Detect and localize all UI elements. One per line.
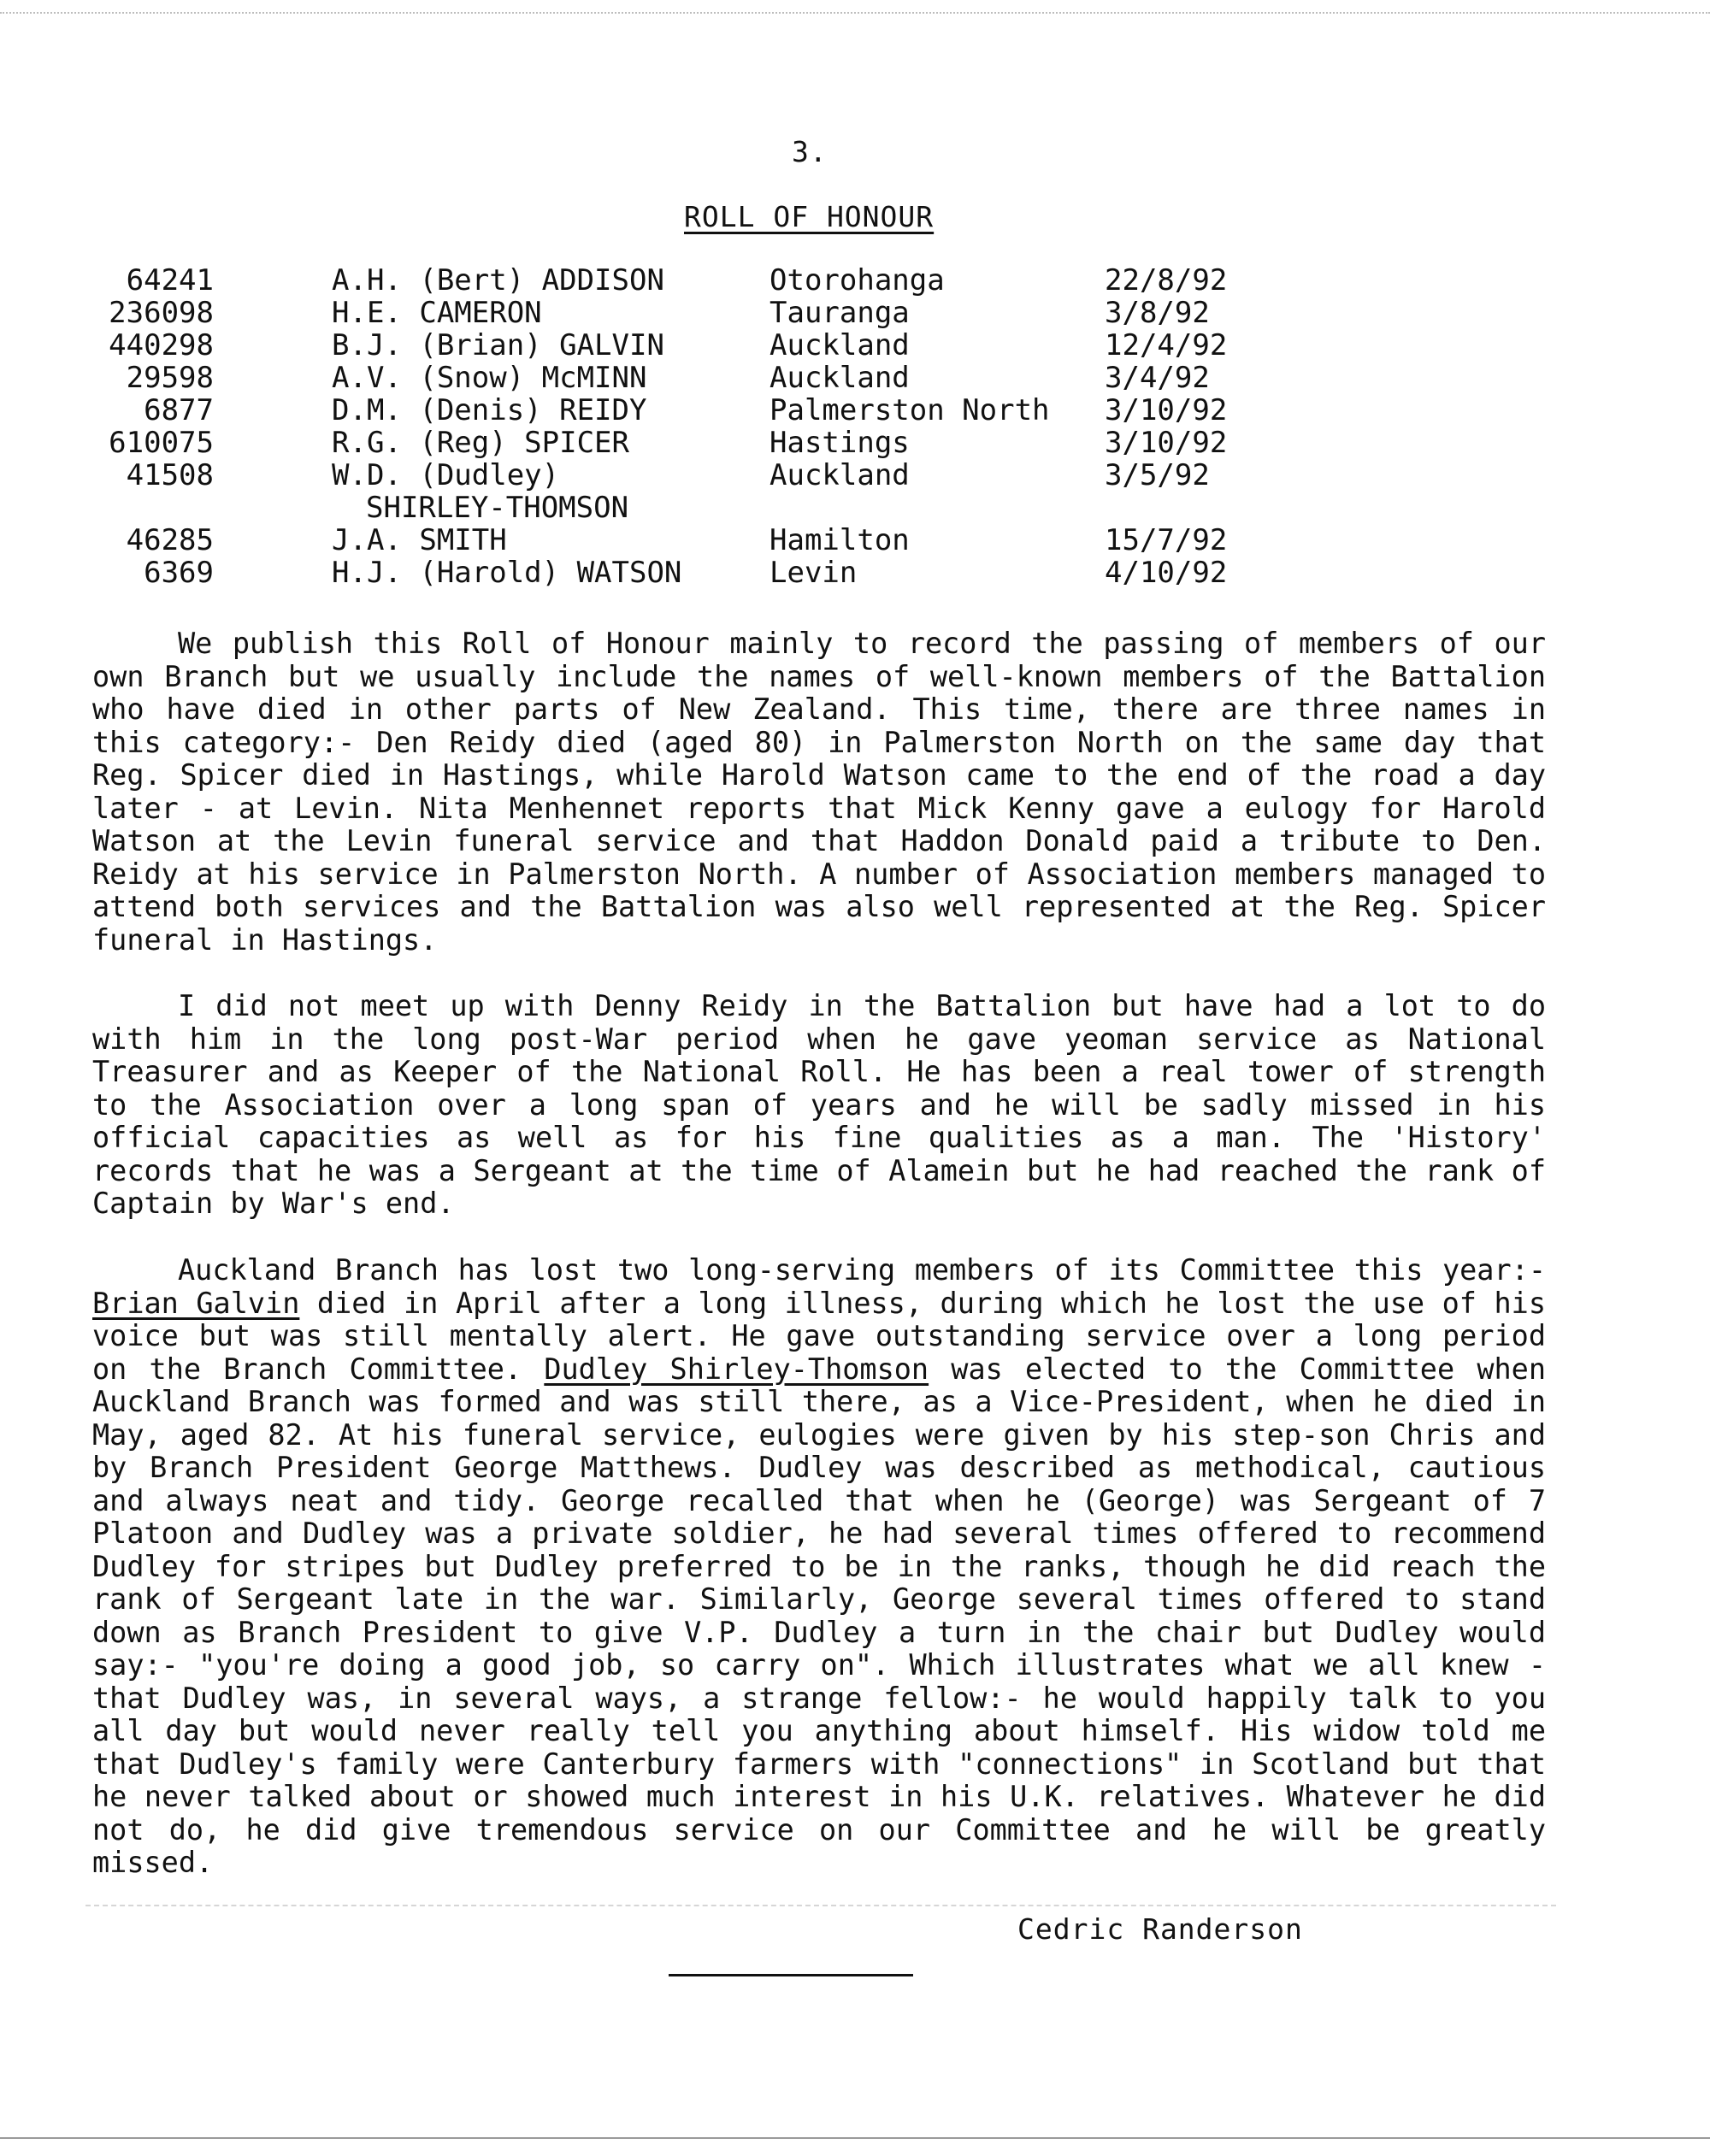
member-place: Otorohanga <box>770 263 945 297</box>
paragraph-text: We publish this Roll of Honour mainly to record the passing of members of our own Branch but we usually include the names of well-known members of the Battalion who have died in other parts of New Zealand. This time, there are three names in this category:- Den Reidy died (aged 80) in Palmerston North on the same day that Reg. Spicer died in Hastings, while Harold Watson came to the end of the road a day later - at Levin. Nita Menhennet reports that Mick Kenny gave a eulogy for Harold Watson at the Levin funeral service and that Haddon Donald paid a tribute to Den. Reidy at his service in Palmerston North. A number of Association members managed to attend both services and the Battalion was also well represented at the Reg. Spicer funeral in Hastings. <box>92 627 1546 957</box>
member-name: J.A. SMITH <box>332 523 507 557</box>
member-name: H.E. CAMERON <box>332 296 542 330</box>
service-number: 236098 <box>109 296 214 330</box>
member-name: W.D. (Dudley) <box>332 458 560 492</box>
service-number: 41508 <box>126 458 214 492</box>
page-title: ROLL OF HONOUR <box>684 200 935 233</box>
roll-row <box>0 523 1710 556</box>
member-place: Palmerston North <box>770 393 1050 427</box>
service-number: 6877 <box>144 393 214 427</box>
member-place: Tauranga <box>770 296 910 330</box>
roll-row <box>0 393 1710 426</box>
service-number: 610075 <box>109 426 214 460</box>
roll-row <box>0 556 1710 588</box>
member-place: Hamilton <box>770 523 910 557</box>
member-name: R.G. (Reg) SPICER <box>332 426 629 460</box>
page-number: 3. <box>792 135 828 168</box>
roll-row <box>0 458 1710 523</box>
member-place: Hastings <box>770 426 910 460</box>
service-number: 29598 <box>126 361 214 395</box>
death-date: 12/4/92 <box>1105 328 1228 362</box>
paragraph-roll-note <box>92 627 1546 957</box>
death-date: 3/5/92 <box>1105 458 1210 492</box>
member-name: A.H. (Bert) ADDISON <box>332 263 664 297</box>
roll-row <box>0 361 1710 393</box>
member-name: B.J. (Brian) GALVIN <box>332 328 664 362</box>
paragraph-auckland-branch <box>92 1254 1546 1880</box>
death-date: 22/8/92 <box>1105 263 1228 297</box>
death-date: 15/7/92 <box>1105 523 1228 557</box>
death-date: 3/8/92 <box>1105 296 1210 330</box>
member-place: Auckland <box>770 328 910 362</box>
paragraph-text: died in April after a long illness, during which he lost the use of his voice but was still mentally alert. He gave outstanding service over a long period on the Branch Committee. <box>92 1286 1546 1386</box>
paragraph-text: I did not meet up with Denny Reidy in the Battalion but have had a lot to do with him in the long post-War period when he gave yeoman service as National Treasurer and as Keeper of the National Roll. He has been a real tower of strength to the Association over a long span of years and he will be sadly missed in his official capacities as well as for his fine qualities as a man. The 'History' records that he was a Sergeant at the time of Alamein but he had reached the rank of Captain by War's end. <box>92 989 1546 1220</box>
roll-row <box>0 296 1710 328</box>
scan-edge-top <box>0 12 1710 14</box>
roll-of-honour-table <box>0 263 1710 588</box>
service-number: 440298 <box>109 328 214 362</box>
member-name: D.M. (Denis) REIDY <box>332 393 647 427</box>
paragraph-text: was elected to the Committee when Auckland Branch was formed and was still there, as a Vice-President, when he died in May, aged 82. At his funeral service, eulogies were given by his step-son Chris and by Branch President George Matthews. Dudley was described as methodical, cautious and always neat and tidy. George recalled that when he (George) was Sergeant of 7 Platoon and Dudley was a private soldier, he had several times offered to recommend Dudley for stripes but Dudley preferred to be in the ranks, though he did reach the rank of Sergeant late in the war. Similarly, George several times offered to stand down as Branch President to give V.P. Dudley a turn in the chair but Dudley would say:- "you're doing a good job, so carry on". Which illustrates what we all knew - that Dudley was, in several ways, a strange fellow:- he would happily talk to you all day but would never really tell you anything about himself. His widow told me that Dudley's family were Canterbury farmers with "connections" in Scotland but that he never talked about or showed much interest in his U.K. relatives. Whatever he did not do, he did give tremendous service on our Committee and he will be greatly missed. <box>92 1352 1547 1879</box>
member-place: Auckland <box>770 361 910 395</box>
closing-rule <box>669 1974 913 1976</box>
service-number: 6369 <box>144 556 214 590</box>
roll-row <box>0 426 1710 458</box>
faint-scan-line <box>86 1905 1556 1906</box>
roll-row <box>0 263 1710 296</box>
member-name: A.V. (Snow) McMINN <box>332 361 647 395</box>
underlined-name-brian-galvin: Brian Galvin <box>92 1286 300 1320</box>
roll-row <box>0 328 1710 361</box>
underlined-name-dudley-shirley-thomson: Dudley Shirley-Thomson <box>544 1352 929 1386</box>
paragraph-text: Auckland Branch has lost two long-serving members of its Committee this year:- <box>178 1253 1546 1287</box>
member-place: Auckland <box>770 458 910 492</box>
paragraph-denny-reidy <box>92 990 1546 1221</box>
member-place: Levin <box>770 556 858 590</box>
service-number: 64241 <box>126 263 214 297</box>
service-number: 46285 <box>126 523 214 557</box>
death-date: 4/10/92 <box>1105 556 1228 590</box>
member-name-continued: SHIRLEY-THOMSON <box>366 491 629 525</box>
author-signature: Cedric Randerson <box>1017 1912 1303 1946</box>
death-date: 3/10/92 <box>1105 426 1228 460</box>
death-date: 3/10/92 <box>1105 393 1228 427</box>
death-date: 3/4/92 <box>1105 361 1210 395</box>
scan-edge-bottom <box>0 2137 1710 2139</box>
member-name: H.J. (Harold) WATSON <box>332 556 682 590</box>
